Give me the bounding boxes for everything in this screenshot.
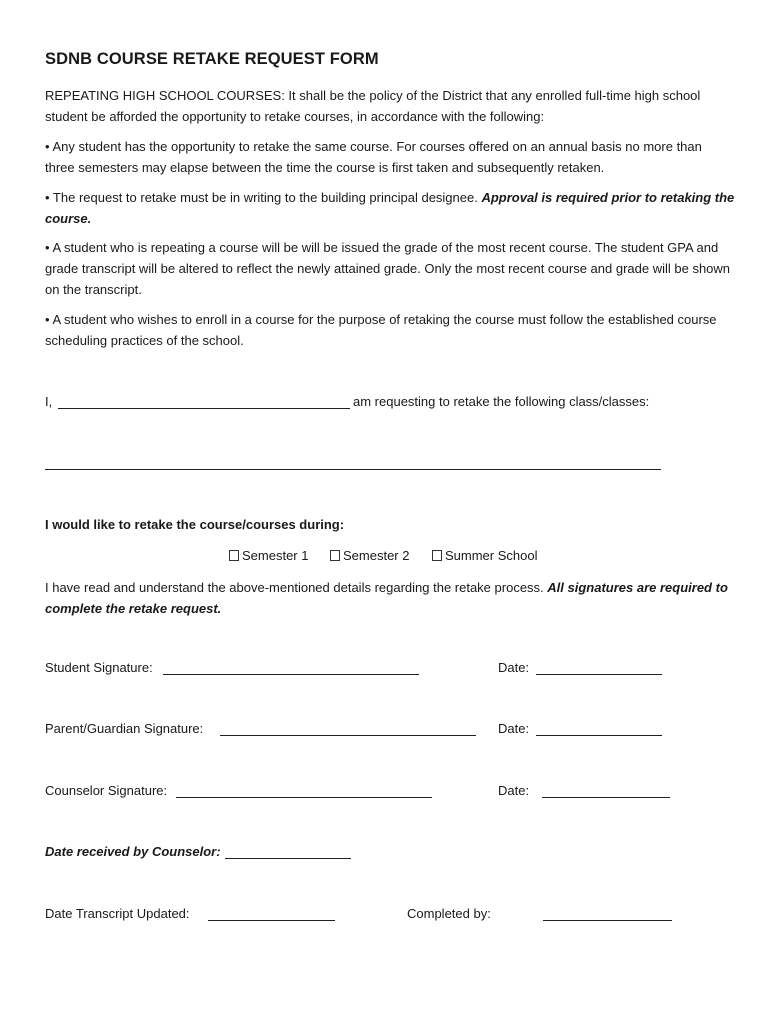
bullet-2 xyxy=(45,187,735,229)
request-prefix: I, xyxy=(45,394,53,409)
parent-signature-field[interactable] xyxy=(220,735,476,736)
completed-by-label: Completed by: xyxy=(407,906,491,921)
date-received-field[interactable] xyxy=(225,858,351,859)
counselor-date-label: Date: xyxy=(498,783,530,798)
option-summer-school[interactable] xyxy=(432,548,537,563)
bullet-2-text: • The request to retake must be in writing to the building principal designee. xyxy=(45,190,482,205)
intro-paragraph: REPEATING HIGH SCHOOL COURSES: It shall be the policy of the District that any enrolled full-time high school student be afforded the opportunity to retake courses, in accordance with the following: xyxy=(45,88,701,124)
bullet-3: • A student who is repeating a course will be will be issued the grade of the most recent course. The student GPA and grade transcript will be altered to reflect the newly attained grade. Only the most recent course and grade will be shown on the transcript. xyxy=(45,240,731,297)
acknowledge-text: I have read and understand the above-mentioned details regarding the retake process. xyxy=(45,580,548,595)
bullet-1: • Any student has the opportunity to retake the same course. For courses offered on an annual basis no more than three semesters may elapse between the time the course is first taken and subsequently retaken. xyxy=(45,139,702,175)
counselor-signature-label: Counselor Signature: xyxy=(45,783,168,798)
checkbox-summer-school[interactable] xyxy=(432,550,442,561)
date-transcript-label: Date Transcript Updated: xyxy=(45,906,190,921)
option-semester-1-label: Semester 1 xyxy=(242,548,309,563)
acknowledge-paragraph xyxy=(45,577,735,619)
date-received-label: Date received by Counselor: xyxy=(45,844,221,859)
parent-signature-label: Parent/Guardian Signature: xyxy=(45,721,204,736)
option-semester-2-label: Semester 2 xyxy=(343,548,410,563)
form-title: SDNB COURSE RETAKE REQUEST FORM xyxy=(45,50,379,68)
bullet-4: • A student who wishes to enroll in a course for the purpose of retaking the course must follow the established course scheduling practices of the school. xyxy=(45,312,717,348)
option-semester-1[interactable] xyxy=(229,548,308,563)
checkbox-semester-1[interactable] xyxy=(229,550,239,561)
checkbox-semester-2[interactable] xyxy=(330,550,340,561)
option-summer-school-label: Summer School xyxy=(445,548,538,563)
student-signature-label: Student Signature: xyxy=(45,660,153,675)
parent-date-field[interactable] xyxy=(536,735,662,736)
date-transcript-field[interactable] xyxy=(208,920,335,921)
acknowledge-emphasis: All signatures are required to complete the retake request. xyxy=(45,580,728,616)
counselor-signature-field[interactable] xyxy=(176,797,432,798)
counselor-date-field[interactable] xyxy=(542,797,670,798)
student-date-label: Date: xyxy=(498,660,530,675)
student-name-field[interactable] xyxy=(58,408,350,409)
option-semester-2[interactable] xyxy=(330,548,409,563)
request-suffix: am requesting to retake the following class/classes: xyxy=(353,394,650,409)
retake-during-label: I would like to retake the course/courses during: xyxy=(45,517,345,532)
bullet-2-emphasis: Approval is required prior to retaking the course. xyxy=(45,190,735,226)
completed-by-field[interactable] xyxy=(543,920,672,921)
classes-field[interactable] xyxy=(45,469,661,470)
parent-date-label: Date: xyxy=(498,721,530,736)
student-signature-field[interactable] xyxy=(163,674,419,675)
student-date-field[interactable] xyxy=(536,674,662,675)
